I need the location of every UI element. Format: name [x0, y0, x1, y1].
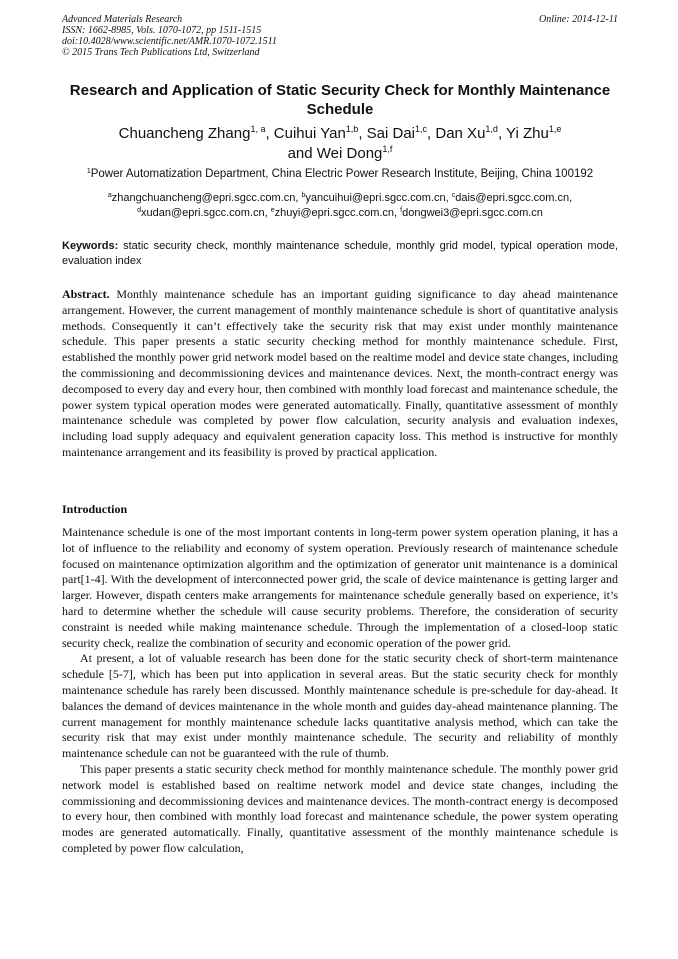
author-affiliation-mark: 1,e: [548, 124, 562, 134]
paper-title: Research and Application of Static Security Check for Monthly Maintenance Schedule: [69, 82, 611, 118]
author-name: Cuihui Yan: [273, 125, 346, 142]
author-affiliation-mark: 1,d: [485, 124, 498, 134]
publication-header: [62, 14, 618, 58]
keywords-section: [62, 239, 618, 269]
doi-line: doi:10.4028/www.scientific.net/AMR.1070-1072.1511: [62, 36, 277, 47]
abstract-text: Monthly maintenance schedule has an important guiding significance to day ahead maintenance arrangement. However, the current management of monthly maintenance schedule is short of quantitative analysis methods. Consequently it can’t effectively take the security risk that may exist under monthly maintenance schedule. This paper presents a static security checking method for monthly maintenance schedule. First, established the monthly power grid network model based on the realtime model and device state changes, including the commissioning and decommissioning devices and maintenance devices. Next, the month-contract energy was decomposed to every day and every hour, then combined with monthly load forecast and maintenance schedule, the power system typical operation modes were generated automatically. Finally, quantitative assessment of monthly maintenance schedule was completed by power flow calculation, security analysis and evaluation indexes, including load supply adequacy and equivalent generation capacity loss. This method is instructive for monthly maintenance arrangement and its feasibility is proved by practical application.: [62, 287, 618, 459]
email-link[interactable]: dais@epri.sgcc.com.cn: [455, 192, 570, 204]
email-link[interactable]: yancuihui@epri.sgcc.com.cn: [305, 192, 446, 204]
email-link[interactable]: zhangchuancheng@epri.sgcc.com.cn: [111, 192, 296, 204]
affiliation-text: Power Automatization Department, China Electric Power Research Institute, Beijing, China 100192: [90, 168, 594, 180]
author-name: Yi Zhu: [506, 125, 549, 142]
email-link[interactable]: zhuyi@epri.sgcc.com.cn: [274, 207, 395, 219]
author-name: Chuancheng Zhang: [118, 125, 251, 142]
abstract-label: Abstract.: [62, 287, 110, 301]
author-affiliation-mark: 1,f: [382, 144, 393, 154]
keywords-label: Keywords:: [62, 240, 119, 252]
abstract-section: [62, 287, 618, 461]
author-name: Sai Dai: [366, 125, 416, 142]
keywords-text: static security check, monthly maintenance schedule, monthly grid model, typical operation mode, evaluation index: [62, 240, 618, 267]
introduction-body: [62, 525, 618, 857]
email-link[interactable]: xudan@epri.sgcc.com.cn: [140, 207, 265, 219]
author-name: Wei Dong: [316, 145, 383, 162]
section-heading-introduction: Introduction: [62, 502, 128, 516]
paragraph: At present, a lot of valuable research has been done for the static security check of short-term maintenance schedule [5-7], which has been put into application in several areas. But the static security check for monthly maintenance schedule has rarely been discussed. Monthly maintenance schedule is pre-schedule for day-ahead. It balances the demand of devices maintenance in the whole month and guides day-ahead maintenance planning. The current management for monthly maintenance schedule lacks quantitative analysis method, which can take the security risk that may exist under monthly maintenance schedule. The security and reliability of monthly maintenance schedule can not be guaranteed with the rule of thumb.: [62, 651, 618, 761]
email-link[interactable]: dongwei3@epri.sgcc.com.cn: [402, 207, 543, 219]
online-date: Online: 2014-12-11: [539, 14, 618, 25]
author-affiliation-mark: 1,b: [345, 124, 359, 134]
paragraph: Maintenance schedule is one of the most important contents in long-term power system operation planing, it has a lot of influence to the reliability and economy of system operation. Previously research of maintenance schedule focused on maintenance optimization algorithm and the optimization of generator unit maintenance is a dominical part[1-4]. With the development of interconnected power grid, the scale of device maintenance is getting larger and larger. However, dispath centers make arrangements for maintenance schedule generally based on experience, it’s hard to determine whether the schedule will cause security problems. Therefore, the consideration of security constraint is needed while making maintenance schedule. Through the implementation of a closed-loop static security check, realize the combination of security and economic operation of the power grid.: [62, 525, 618, 650]
email-list: $^a$zhangchuancheng@epri.sgcc.com.cn, $^b$yancuihui@epri.sgcc.com.cn, $^c$dais@epri.sgcc.com.cn, $^d$xudan@epri.sgcc.com.cn, $^e$zhuyi@epri.sgcc.com.cn, $^f$dongwei3@epri.sgcc.com.cn: [107, 192, 573, 219]
author-name: Dan Xu: [435, 125, 486, 142]
affiliation: $^1$Power Automatization Department, China Electric Power Research Institute, Beijing, China 100192: [86, 168, 594, 180]
issn-line: ISSN: 1662-8985, Vols. 1070-1072, pp 1511-1515: [62, 25, 262, 36]
author-list: Chuancheng Zhang$^{1, a}$, Cuihui Yan$^{1,b}$, Sai Dai$^{1,c}$, Dan Xu$^{1,d}$, Yi Zhu$^{1,e}$ and Wei Dong$^{1,f}$: [118, 124, 562, 162]
author-affiliation-mark: 1, a: [250, 124, 266, 134]
copyright-line: © 2015 Trans Tech Publications Ltd, Switzerland: [62, 47, 260, 58]
author-affiliation-mark: 1,c: [415, 124, 428, 134]
paragraph: This paper presents a static security check method for monthly maintenance schedule. The monthly power grid network model is established based on realtime network model and device state changes, including the commissioning and decommissioning devices and maintenance devices. The month-contract energy is decomposed to every hour, then combined with monthly load forecast and maintenance schedule, the power system operating modes are generated automatically. Finally, quantitative assessment of the monthly maintenance schedule is completed by power flow calculation,: [62, 761, 618, 855]
journal-name: Advanced Materials Research: [62, 14, 183, 25]
